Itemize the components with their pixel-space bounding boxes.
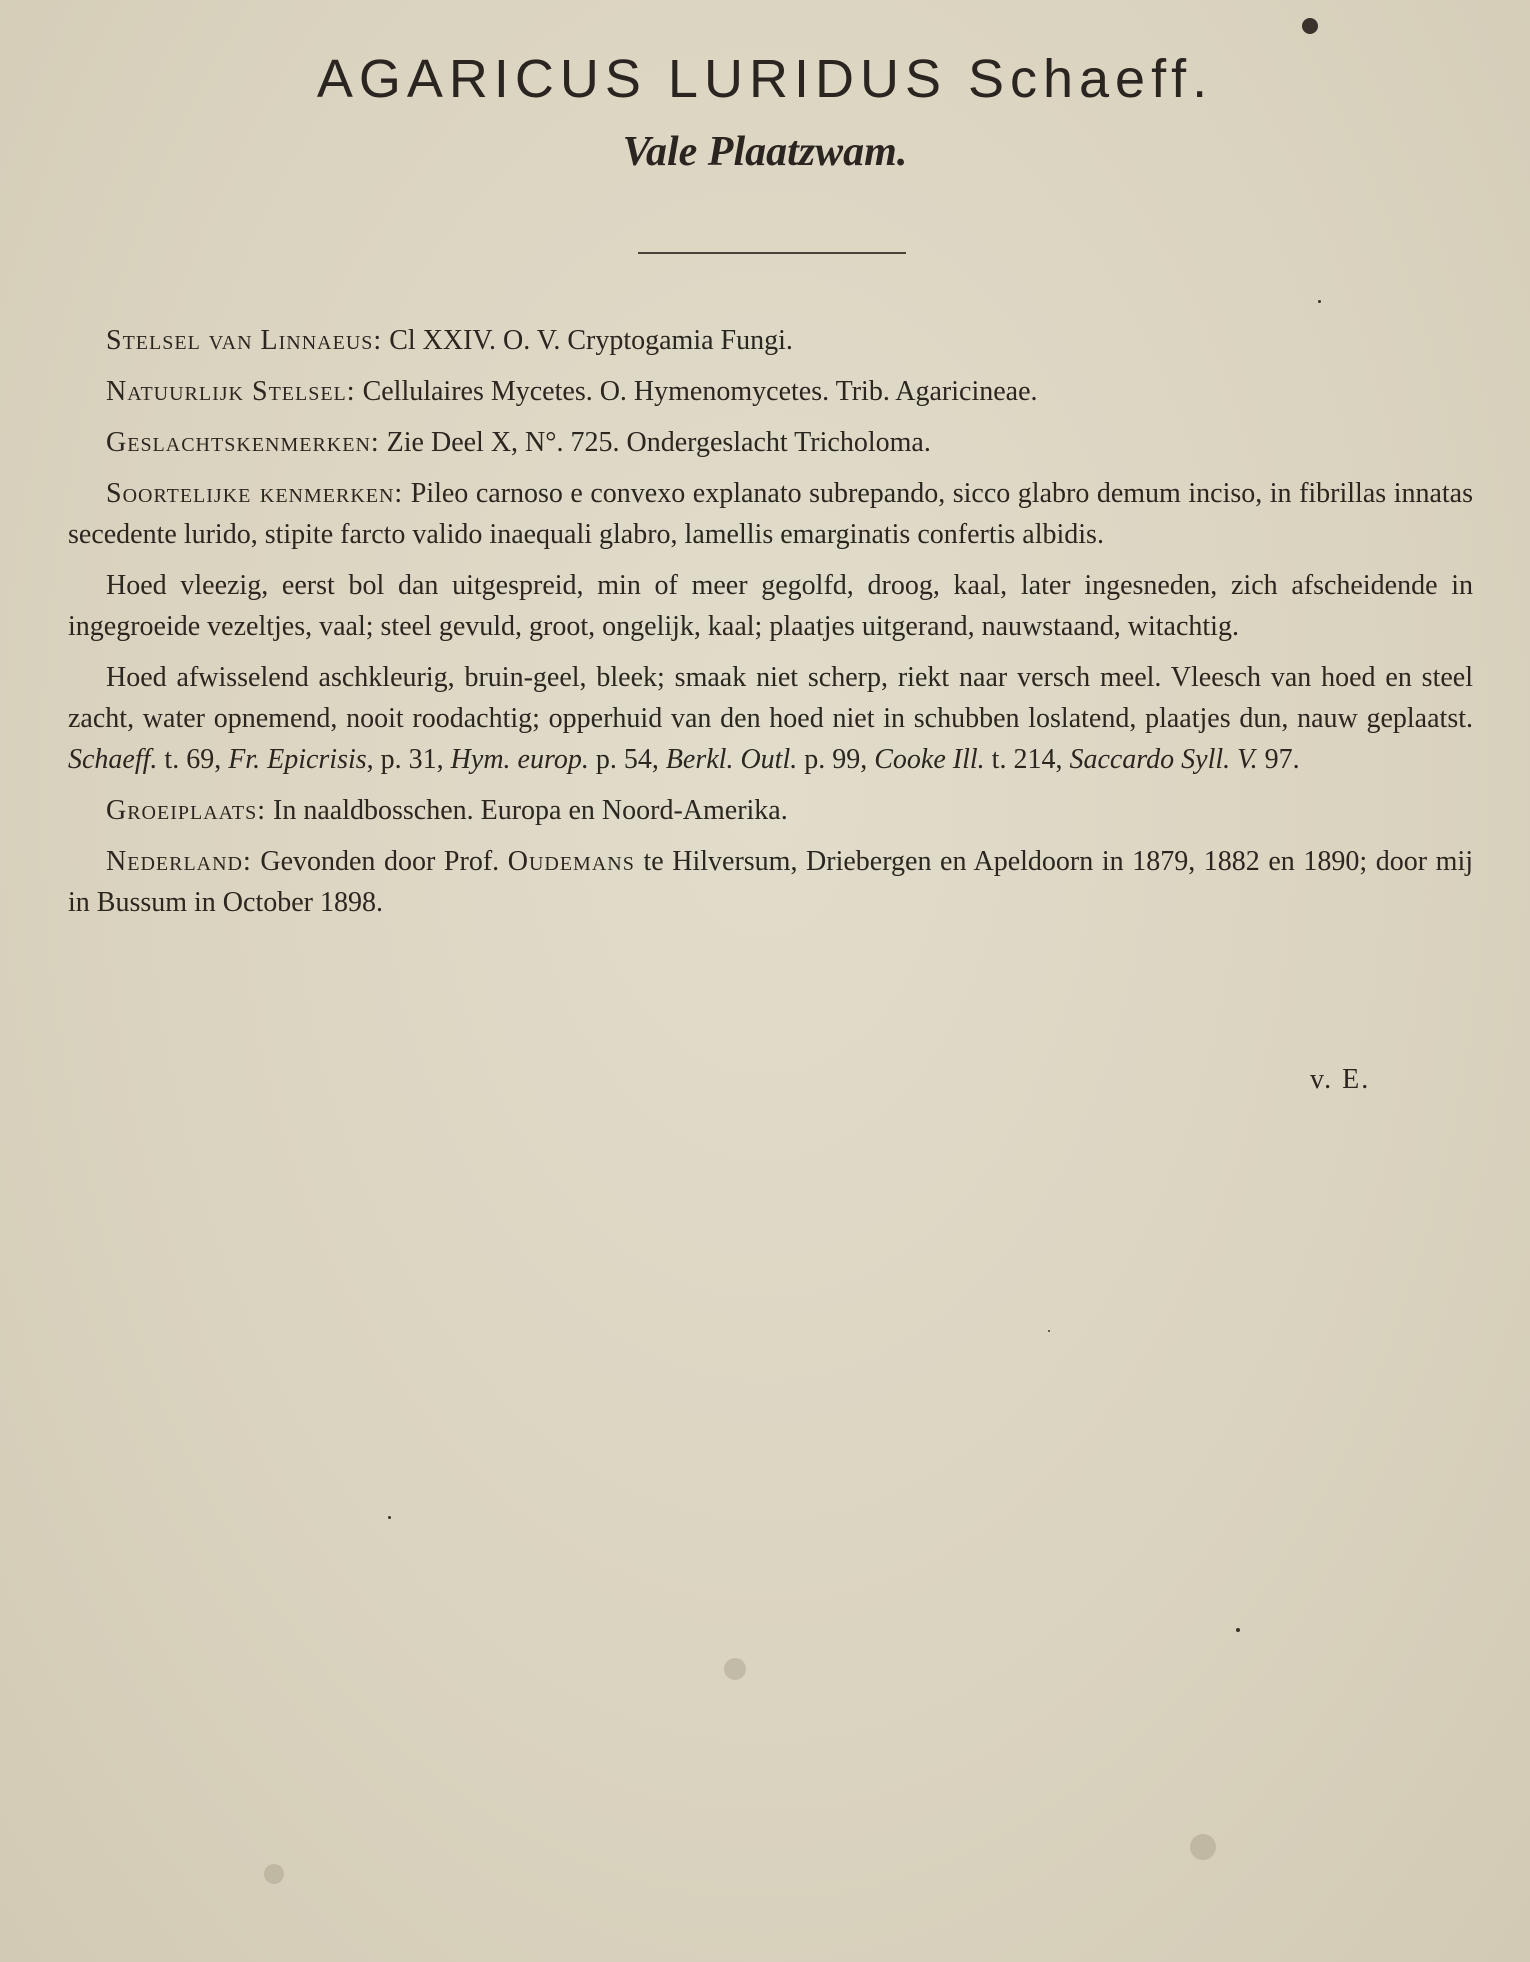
ref-cooke-ill: Cooke Ill. xyxy=(874,744,985,775)
text-groeiplaats: In naaldbosschen. Europa en Noord-Amerika. xyxy=(266,795,788,826)
ink-speck xyxy=(1302,18,1318,34)
text-linnaeus: Cl XXIV. O. V. Cryptogamia Fungi. xyxy=(382,325,793,356)
ref-berkl-outl-tail: p. 99, xyxy=(797,744,875,775)
label-groeiplaats: Groeiplaats: xyxy=(106,795,267,826)
ink-speck xyxy=(1048,1330,1050,1332)
name-oudemans: Oudemans xyxy=(507,846,635,877)
paper-smudge xyxy=(724,1658,746,1680)
label-soort: Soortelijke kenmerken: xyxy=(106,478,404,509)
label-geslacht: Geslachtskenmerken: xyxy=(106,427,380,458)
text-geslacht: Zie Deel X, N°. 725. Ondergeslacht Tricholoma. xyxy=(379,427,931,458)
label-natuurlijk: Natuurlijk Stelsel: xyxy=(106,376,356,407)
ref-schaeff-tail: t. 69, xyxy=(157,744,229,775)
divider-rule xyxy=(638,252,906,254)
ink-speck xyxy=(1236,1628,1240,1632)
paragraph-natuurlijk xyxy=(68,371,1473,412)
paragraph-hoed-1: Hoed vleezig, eerst bol dan uitgespreid, min of meer gegolfd, droog, kaal, later ingesneden, zich afscheidende in ingegroeide vezeltjes, vaal; steel gevuld, groot, ongelijk, kaal; plaatjes uitgerand, nauwstaand, witachtig. xyxy=(68,570,1473,642)
ref-epicrisis-tail: , p. 31, xyxy=(366,744,451,775)
ref-berkl-outl: Berkl. Outl. xyxy=(665,744,798,775)
text-natuurlijk: Cellulaires Mycetes. O. Hymenomycetes. Trib. Agaricineae. xyxy=(355,376,1038,407)
paragraph-geslacht xyxy=(68,422,1473,463)
page-subtitle: Vale Plaatzwam. xyxy=(622,129,908,175)
paragraph-nederland xyxy=(68,841,1473,923)
ref-cooke-ill-tail: t. 214, xyxy=(984,744,1070,775)
paper-smudge xyxy=(1190,1834,1216,1860)
ref-saccardo: Saccardo Syll. V. xyxy=(1069,744,1258,775)
paragraph-linnaeus xyxy=(68,320,1473,361)
author-signature: v. E. xyxy=(1310,1064,1371,1095)
ink-speck xyxy=(388,1516,391,1519)
text-soort: Pileo carnoso e convexo explanato subrepando, sicco glabro demum inciso, in fibrillas innatas secedente lurido, stipite farcto valido inaequali glabro, lamellis emarginatis confertis albidis. xyxy=(68,478,1473,550)
paragraph-soort xyxy=(68,473,1473,555)
paragraph-groeiplaats xyxy=(68,790,1473,831)
text-hoed-2: Hoed afwisselend aschkleurig, bruin-geel, bleek; smaak niet scherp, riekt naar versch meel. Vleesch van hoed en steel zacht, water opnemend, nooit roodachtig; opperhuid van den hoed niet in schubben loslatend, plaatjes dun, nauw geplaatst. xyxy=(68,662,1473,734)
label-linnaeus: Stelsel van Linnaeus: xyxy=(106,325,383,356)
text-nederland-1: Gevonden door Prof. xyxy=(251,846,508,877)
ref-hym-europ-tail: p. 54, xyxy=(588,744,666,775)
description-body xyxy=(68,320,1473,933)
ref-saccardo-tail: 97. xyxy=(1257,744,1300,775)
text-nederland-2: te Hilversum, Driebergen en Apeldoorn in 1879, 1882 en 1890; door mij in Bussum in October 1898. xyxy=(68,846,1474,918)
paper-smudge xyxy=(264,1864,284,1884)
page-title: AGARICUS LURIDUS Schaeff. xyxy=(316,49,1214,109)
ink-speck xyxy=(1318,300,1321,303)
ref-schaeff: Schaeff. xyxy=(68,744,158,775)
ref-hym-europ: Hym. europ. xyxy=(450,744,589,775)
ref-epicrisis: Fr. Epicrisis xyxy=(228,744,367,775)
label-nederland: Nederland: xyxy=(106,846,252,877)
paragraph-hoed-2 xyxy=(68,657,1473,780)
